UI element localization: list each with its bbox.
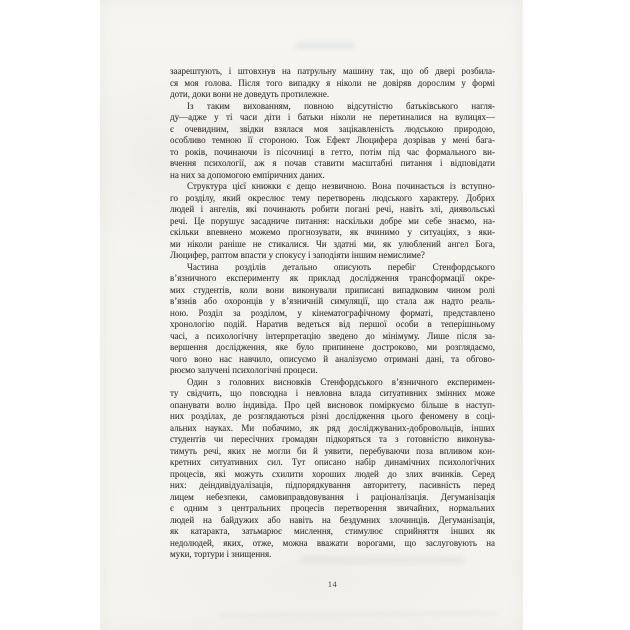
text-line: хронологію подій. Наратив ведеться від першої особи в теперішньому — [170, 319, 495, 329]
text-line: як катаракта, затьмарює мислення, стимулює сприйняття інших як — [170, 526, 495, 536]
text-line: мих студентів, коли вони виконували приписані випадковим чином ролі — [170, 284, 495, 295]
text-line: скільки впевнено можемо прогнозувати, як вчинимо у ситуаціях, з яки- — [170, 227, 495, 237]
page-number: 14 — [327, 579, 338, 589]
text-line: тимуть речі, яких не могли би й уявити, перебуваючи поза впливом кон- — [170, 445, 495, 456]
text-line: в’язнів або охоронців у в’язничній симуляції, що стала аж надто реаль- — [170, 296, 495, 306]
text-line: особливо темною її стороною. Тож Ефект Люцифера дозрівав у мені бага- — [170, 135, 495, 145]
text-line: чого воно нас навчило, описуємо й аналізуємо отримані дані, та обгово- — [170, 353, 495, 364]
body-text — [170, 66, 495, 561]
text-line: Частина розділів детально описують перебіг Стенфордського — [187, 261, 495, 272]
text-line: ною. Розділ за розділом, у кінематографічному форматі, представлено — [170, 307, 495, 318]
text-line: лицем небезпеки, самовиправдовування і раціоналізація. Дегуманізація — [170, 491, 495, 502]
text-line: доти, доки вони не доведуть протилежне. — [170, 89, 330, 99]
text-line: то років, починаючи із пісочниці в гетто, потім під час формального ви- — [170, 146, 495, 157]
text-line: опанувати волю індивіда. Про цей висновок поміркуємо більше в наступ- — [170, 399, 495, 410]
text-line: Один з головних висновків Стенфордського в’язничного експеримен- — [187, 376, 495, 387]
text-line: вершення дослідження, яке було припинене достроково, ми розглядаємо, — [170, 342, 495, 352]
text-line: рюємо залучені психологічні процеси. — [170, 365, 318, 375]
text-line: ся моя голова. Після того випадку я ніколи не довіряв дорослим у формі — [170, 77, 495, 88]
book-page — [100, 0, 523, 630]
text-line: Із таким вихованням, повною відсутністю батьківського нагля- — [187, 100, 495, 111]
bleed-through-ghost — [295, 42, 355, 49]
text-line: є одним з центральних процесів перетворення звичайних, нормальних — [170, 503, 495, 513]
text-line: кретних ситуативних сил. Тут описано набір динамічних психологічних — [170, 457, 495, 467]
text-line: них розділах, де розглядаються різні дослідження цього феномену в соці- — [170, 411, 495, 421]
text-line: ту свідчить, що повсюдна і невловна влада ситуативних змінних може — [170, 388, 495, 398]
text-line: часі, а психологічну інтерпретацію зведено до мінімуму. Лише після за- — [170, 330, 495, 341]
text-line: є очевидним, звідки взялася моя зацікавленість людською природою, — [170, 123, 495, 134]
text-line: процесів, які можуть схилити хороших людей до злих вчинків. Серед — [170, 468, 495, 479]
text-line: го розділу, який окреслює тему перетворень людського характеру. Добрих — [170, 192, 495, 203]
text-line: людей і ангелів, які починають робити погані речі, навіть злі, диявольські — [170, 204, 495, 214]
text-line: них: деіндивідуалізація, підпорядкування авторитету, пасивність перед — [170, 480, 495, 490]
text-line: на них за допомогою емпіричних даних. — [170, 169, 325, 180]
text-line: недолюдей, яких, отже, можна вважати ворогами, що заслуговують на — [170, 537, 495, 548]
text-line: ми ніколи раніше не стикалися. Чи здатні ми, як улюблений ангел Бога, — [170, 238, 495, 249]
text-line: ду—адже у ті часи діти і батьки ніколи не перетиналися на вулицях— — [170, 112, 495, 122]
text-line: людей на байдужих або навіть на бездумних злочинців. Дегуманізація, — [170, 514, 495, 525]
text-line: Структура цієї книжки є дещо незвичною. Вона починається із вступно- — [187, 181, 495, 191]
text-line: речі. Це порушує засадниче питання: наскільки добре ми себе знаємо, на- — [170, 215, 495, 226]
text-line: в’язничного експерименту як приклад дослідження трансформації окре- — [170, 273, 495, 283]
text-line: студентів чи пересічних громадян підкоряться та з готовністю виконува- — [170, 434, 495, 444]
text-line: муки, тортури і знищення. — [170, 549, 272, 559]
text-line: Люцифер, раптом впасти у спокусу і заподіяти іншим немислиме? — [170, 250, 425, 260]
text-line: альних науках. Ми побачимо, як ряд досліджуваних-добровольців, інших — [170, 422, 495, 433]
paper-smudge — [220, 611, 500, 619]
text-line: вчення психології, аж я почав ставити масштабні питання і відповідати — [170, 158, 495, 168]
text-line: заарештують, і штовхнув на патрульну машину так, що об двері розбила- — [170, 66, 495, 76]
